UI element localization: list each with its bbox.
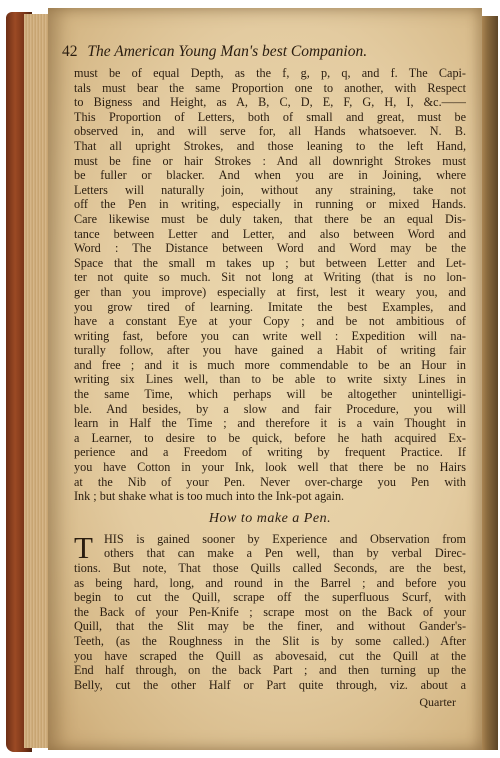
body-line: tals must bear the same Proportion one to another, with Respect (74, 80, 466, 95)
section-line: HIS is gained sooner by Experience and Observation from (104, 531, 466, 546)
body-line: the same Time, which perhaps will be altogether unintelligi- (74, 387, 466, 402)
body-paragraph (74, 66, 466, 504)
section-heading: How to make a Pen. (208, 510, 332, 526)
text-column (62, 18, 466, 710)
catchword: Quarter (419, 695, 456, 710)
body-line: must be fine or hair Strokes : And all downright Strokes must (74, 153, 466, 168)
section-line: begin to cut the Quill, scrape off the superfluous Scurf, with (74, 590, 466, 605)
body-line: observed in, and will serve for, all Hands whatsoever. N. B. (74, 124, 466, 139)
body-line: turally follow, after you have gained a Habit of writing fair (74, 343, 466, 358)
running-title: The American Young Man's best Companion. (87, 43, 368, 60)
body-line: Space that the small m takes up ; but between Letter and Let- (74, 255, 466, 270)
body-line: have a constant Eye at your Copy ; and be not ambitious of (74, 314, 466, 329)
body-line: writing fast, before you can write well : Expedition will na- (74, 328, 466, 343)
body-line: Word : The Distance between Word and Word may be the (74, 241, 466, 256)
right-page-edge (480, 16, 498, 750)
section-line: you have scraped the Quill as abovesaid, cut the Quill at the (74, 648, 466, 663)
body-line: ter not quite so much. Sit not long at Writing (that is no lon- (74, 270, 466, 285)
body-line: Ink ; but shake what is too much into the Ink-pot again. (74, 489, 345, 504)
body-line: That all upright Strokes, and those leaning to the left Hand, (74, 138, 466, 153)
book-page (48, 8, 482, 750)
section-line: Belly, cut the other Half or Part quite through, viz. about a (74, 677, 466, 692)
running-head (62, 42, 466, 62)
body-line: you have Cotton in your Ink, look well that there be no Hairs (74, 460, 466, 475)
body-line: Letters will naturally join, without any straining, take not (74, 182, 466, 197)
body-line: tance between Letter and Letter, and also between Word and (74, 226, 466, 241)
section-paragraph (74, 529, 466, 693)
body-line: and free ; and it is much more commendable to be an Hour in (74, 357, 466, 372)
drop-cap: T (74, 529, 93, 565)
body-line: This Proportion of Letters, both of small and great, must be (74, 109, 466, 124)
body-line: be fuller or blacker. And when you are in Joining, where (74, 168, 466, 183)
section-line: End half through, on the back Part ; and then turning up the (74, 663, 466, 678)
section-line: tions. But note, That those Quills called Seconds, are the best, (74, 561, 466, 575)
body-line: off the Pen in writing, especially in running or mixed Hands. (74, 197, 466, 212)
body-line: learn in Half the Time ; and therefore it is a vain Thought in (74, 416, 466, 431)
body-line: perience and a Freedom of writing by frequent Practice. If (74, 445, 466, 460)
section-line: the Back of your Pen-Knife ; scrape most on the Back of your (74, 604, 466, 619)
section-line: Teeth, (as the Roughness in the Slit is by some called.) After (74, 633, 466, 648)
section-line: Quill, that the Slit may be the finer, and without Gander's- (74, 619, 466, 634)
body-line: you grow tired of learning. Imitate the best Examples, and (74, 299, 466, 314)
section-line: as being hard, long, and round in the Barrel ; and before you (74, 575, 466, 590)
body-line: ble. And besides, by a slow and fair Procedure, you will (74, 401, 466, 416)
body-line: must be of equal Depth, as the f, g, p, q, and f. The Capi- (74, 66, 466, 80)
page-number: 42 (62, 43, 78, 60)
section-line: others that can make a Pen well, than by verbal Direc- (104, 546, 466, 561)
body-line: a Learner, to desire to be quick, before he hath acquired Ex- (74, 430, 466, 445)
body-line: writing six Lines well, than to be able to write sixty Lines in (74, 372, 466, 387)
body-line: Care likewise must be duly taken, that there be an equal Dis- (74, 211, 466, 226)
body-line: ger than you improve) especially at first, lest it weary you, and (74, 284, 466, 299)
body-line: at the Nib of your Pen. Never over-charge you Pen with (74, 474, 466, 489)
body-line: to Bigness and Height, as A, B, C, D, E, F, G, H, I, &c.—— (74, 95, 466, 110)
